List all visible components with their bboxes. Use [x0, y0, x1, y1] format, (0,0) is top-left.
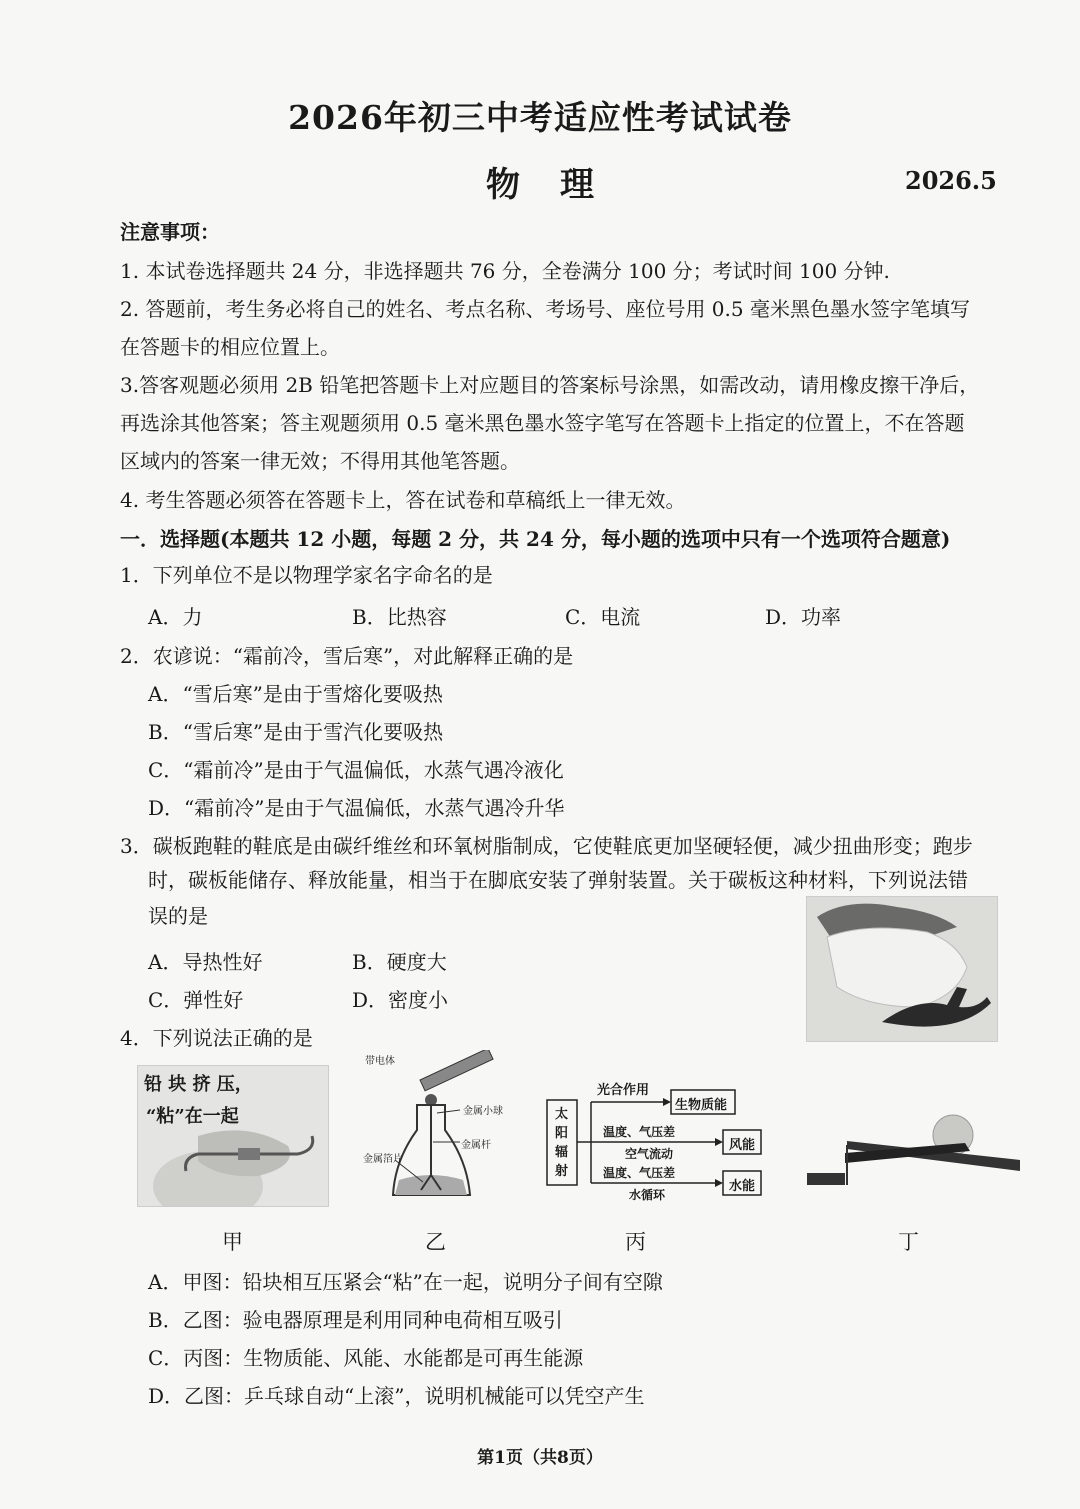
path-air-flow: 空气流动	[625, 1147, 674, 1161]
q1-option-c: C．电流	[565, 605, 641, 629]
q4-option-a: A．甲图：铅块相互压紧会“粘”在一起，说明分子间有空隙	[148, 1270, 663, 1294]
path-water-cycle: 水循环	[629, 1188, 666, 1202]
figure-yi-electroscope	[355, 1050, 505, 1210]
figure-ding-ball-rails	[805, 1105, 1025, 1190]
q1-option-a: A．力	[148, 605, 203, 629]
q3-option-b: B．硬度大	[352, 950, 447, 974]
source-char: 太	[555, 1107, 569, 1122]
label-metal-foil: 金属箔片	[363, 1154, 403, 1165]
notice-line: 4. 考生答题必须答在答题卡上，答在试卷和草稿纸上一律无效。	[120, 488, 686, 512]
q3-option-c: C．弹性好	[148, 988, 244, 1012]
notice-line: 再选涂其他答案；答主观题须用 0.5 毫米黑色墨水签字笔写在答题卡上指定的位置上，不在答题	[120, 411, 965, 435]
carbon-shoe-photo	[806, 896, 998, 1042]
q4-option-c: C．丙图：生物质能、风能、水能都是可再生能源	[148, 1346, 584, 1370]
caption-jia: 甲	[222, 1230, 243, 1254]
caption-yi: 乙	[425, 1230, 446, 1254]
q4-option-b: B．乙图：验电器原理是利用同种电荷相互吸引	[148, 1308, 563, 1332]
source-char: 辐	[555, 1145, 569, 1160]
solar-radiation-box	[555, 1105, 569, 1181]
q3-option-d: D．密度小	[352, 988, 449, 1012]
figure-bing-energy-diagram	[545, 1075, 765, 1210]
notice-line: 区域内的答案一律无效；不得用其他笔答题。	[120, 449, 520, 473]
question-3-stem: 误的是	[148, 904, 208, 928]
q2-option-d: D．“霜前冷”是由于气温偏低，水蒸气遇冷升华	[148, 796, 565, 820]
notice-heading: 注意事项：	[120, 220, 220, 244]
q3-option-a: A．导热性好	[148, 950, 263, 974]
q1-option-d: D．功率	[765, 605, 842, 629]
question-3-stem: 时，碳板能储存、释放能量，相当于在脚底安装了弹射装置。关于碳板这种材料，下列说法错	[148, 868, 968, 892]
q2-option-a: A．“雪后寒”是由于雪熔化要吸热	[148, 682, 443, 706]
source-char: 射	[555, 1164, 569, 1179]
path-photosynthesis: 光合作用	[597, 1083, 650, 1098]
notice-line: 3.答客观题必须用 2B 铅笔把答题卡上对应题目的答案标号涂黑，如需改动，请用橡皮擦干净后，	[120, 373, 980, 397]
fig-jia-label: 铅 块 挤 压，	[144, 1074, 253, 1095]
exam-date: 2026.5	[905, 166, 997, 195]
box-biomass: 生物质能	[675, 1098, 728, 1113]
q1-option-b: B．比热容	[352, 605, 447, 629]
label-metal-rod: 金属杆	[461, 1140, 491, 1151]
question-3-stem: 3．碳板跑鞋的鞋底是由碳纤维丝和环氧树脂制成，它使鞋底更加坚硬轻便，减少扭曲形变；跑步	[120, 834, 973, 858]
label-charged-body: 带电体	[365, 1056, 395, 1067]
page-number: 第1页（共8页）	[477, 1448, 603, 1468]
q2-option-b: B．“雪后寒”是由于雪汽化要吸热	[148, 720, 444, 744]
question-2-stem: 2．农谚说：“霜前冷，雪后寒”，对此解释正确的是	[120, 644, 574, 668]
path-temp-pressure: 温度、气压差	[603, 1166, 676, 1180]
box-wind: 风能	[729, 1138, 756, 1153]
source-char: 阳	[555, 1126, 569, 1141]
notice-line: 2. 答题前，考生务必将自己的姓名、考点名称、考场号、座位号用 0.5 毫米黑色墨水签字笔填写	[120, 297, 970, 321]
box-hydro: 水能	[729, 1179, 756, 1194]
caption-ding: 丁	[898, 1230, 919, 1254]
question-4-stem: 4．下列说法正确的是	[120, 1026, 313, 1050]
caption-bing: 丙	[625, 1230, 646, 1254]
exam-title: 2026年初三中考适应性考试试卷	[288, 98, 792, 137]
figure-jia-lead-blocks	[137, 1065, 329, 1207]
subject-title: 物理	[486, 165, 634, 205]
section-heading: 一．选择题(本题共 12 小题，每题 2 分，共 24 分，每小题的选项中只有一个选项符合题意)	[120, 527, 951, 551]
fig-jia-label: “粘”在一起	[146, 1106, 239, 1127]
q2-option-c: C．“霜前冷”是由于气温偏低，水蒸气遇冷液化	[148, 758, 564, 782]
q4-option-d: D．乙图：乒乓球自动“上滚”，说明机械能可以凭空产生	[148, 1384, 645, 1408]
path-temp-pressure: 温度、气压差	[603, 1125, 676, 1139]
notice-line: 在答题卡的相应位置上。	[120, 335, 340, 359]
question-1-stem: 1．下列单位不是以物理学家名字命名的是	[120, 563, 493, 587]
notice-line: 1. 本试卷选择题共 24 分，非选择题共 76 分，全卷满分 100 分；考试时间 100 分钟.	[120, 259, 890, 283]
label-metal-ball: 金属小球	[463, 1106, 503, 1117]
